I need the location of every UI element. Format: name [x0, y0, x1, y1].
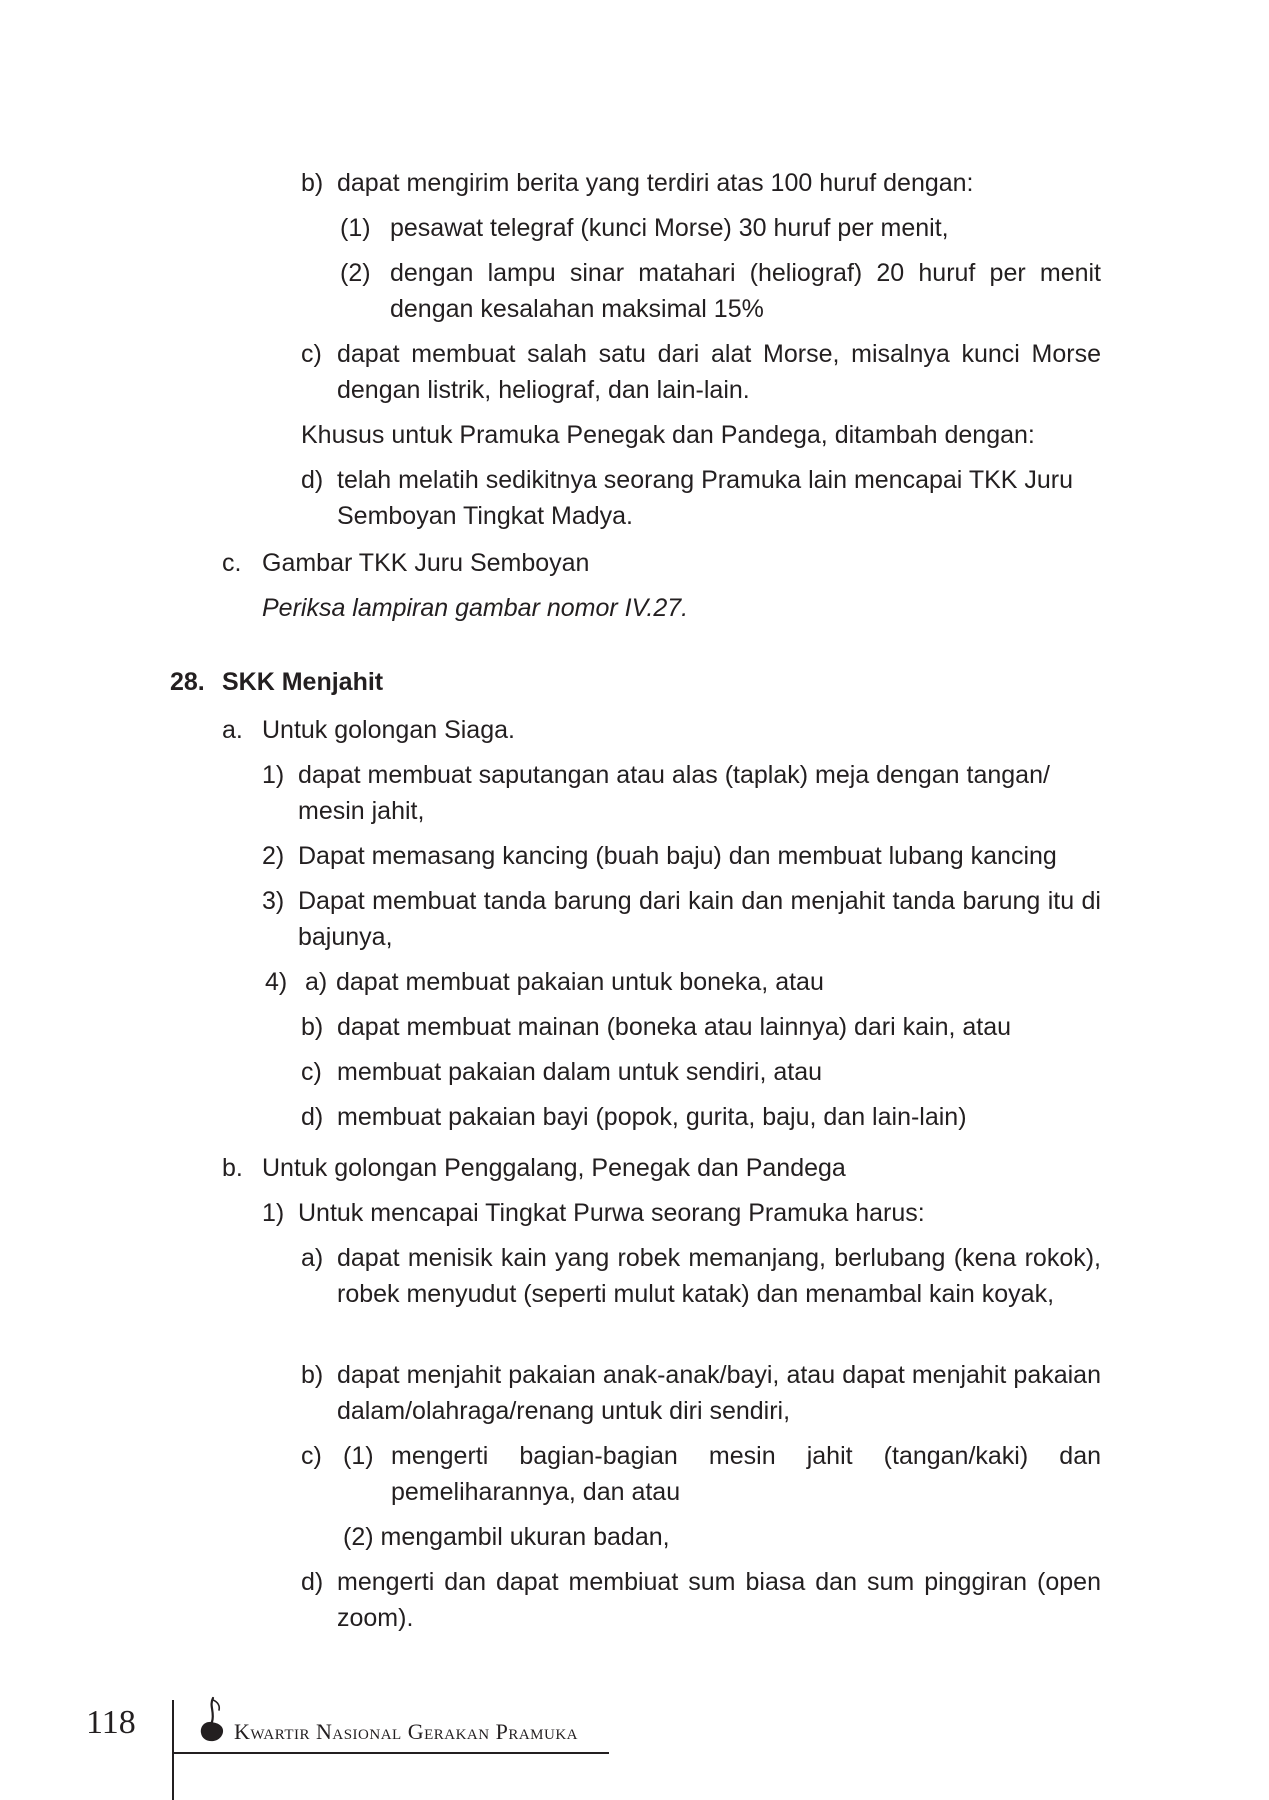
- list-item-d-pakaian-bayi: [301, 1099, 1101, 1135]
- item-marker: d): [301, 1103, 324, 1131]
- item-submarker: (1): [343, 1442, 374, 1470]
- item-text: dapat menisik kain yang robek memanjang, berlubang (kena rokok), robek menyudut (seperti mulut katak) dan menambal kain koyak,: [337, 1244, 1101, 1308]
- item-marker: c): [301, 1442, 322, 1470]
- item-submarker: a): [305, 968, 328, 996]
- list-item-2-kancing: [262, 838, 1101, 874]
- item-text: Untuk mencapai Tingkat Purwa seorang Pramuka harus:: [298, 1199, 925, 1227]
- item-text: dapat membuat pakaian untuk boneka, atau: [336, 968, 824, 996]
- item-marker: (2): [340, 259, 371, 287]
- list-item-d-sum: [301, 1564, 1101, 1636]
- item-text: mengerti dan dapat membiuat sum biasa dan sum pinggiran (open zoom).: [337, 1568, 1101, 1632]
- item-marker: 1): [262, 1199, 285, 1227]
- item-marker: c): [301, 340, 322, 368]
- item-text: dapat mengirim berita yang terdiri atas 100 huruf dengan:: [337, 169, 974, 197]
- list-item-c-gambar: [222, 545, 1101, 581]
- item-text: Dapat membuat tanda barung dari kain dan menjahit tanda barung itu di bajunya,: [298, 887, 1101, 951]
- item-marker: c.: [222, 549, 242, 577]
- item-text: dapat membuat salah satu dari alat Morse, misalnya kunci Morse dengan listrik, heliograf, dan lain-lain.: [337, 340, 1101, 404]
- organization-name: Kwartir Nasional Gerakan Pramuka: [234, 1719, 578, 1744]
- item-marker: 2): [262, 842, 285, 870]
- list-item-c-pakaian-dalam: [301, 1054, 1101, 1090]
- list-item-1-saputangan: [262, 757, 1101, 829]
- item-text: dapat membuat mainan (boneka atau lainnya) dari kain, atau: [337, 1013, 1012, 1041]
- item-marker: b): [301, 169, 324, 197]
- item-marker: c): [301, 1058, 322, 1086]
- item-text: Dapat memasang kancing (buah baju) dan membuat lubang kancing: [298, 842, 1057, 870]
- item-text: mengerti bagian-bagian mesin jahit (tangan/kaki) dan pemeliharannya, dan atau: [391, 1442, 1101, 1506]
- list-item-1-purwa: [262, 1195, 1101, 1231]
- section-heading: [170, 664, 383, 700]
- list-item-2-ukuran: (2) mengambil ukuran badan,: [343, 1523, 670, 1551]
- item-text: dapat membuat saputangan atau alas (taplak) meja dengan tangan/ mesin jahit,: [298, 761, 1050, 825]
- footer-divider-vertical: [172, 1700, 174, 1800]
- list-item-b-menjahit: [301, 1357, 1101, 1429]
- item-text: dengan lampu sinar matahari (heliograf) 20 huruf per menit dengan kesalahan maksimal 15%: [390, 259, 1101, 323]
- section-number: 28.: [170, 668, 205, 696]
- item-marker: 1): [262, 761, 285, 789]
- list-item-b-send: [301, 165, 1101, 201]
- item-text: membuat pakaian dalam untuk sendiri, atau: [337, 1058, 823, 1086]
- list-item-1-telegraph: [340, 210, 1101, 246]
- footer-divider-horizontal: [172, 1752, 609, 1754]
- list-item-d-train: [301, 462, 1101, 534]
- item-marker: b): [301, 1013, 324, 1041]
- item-marker: a.: [222, 716, 243, 744]
- page-number: 118: [86, 1704, 136, 1741]
- item-marker: 4): [265, 968, 288, 996]
- list-item-c-morse-tool: [301, 336, 1101, 408]
- list-item-3-tanda-barung: [262, 883, 1101, 955]
- list-item-b-mainan: [301, 1009, 1101, 1045]
- item-marker: d): [301, 1568, 324, 1596]
- list-item-b-penggalang: [222, 1150, 1101, 1186]
- item-marker: 3): [262, 887, 285, 915]
- list-item-4-a-boneka: [265, 964, 1101, 1000]
- item-text: membuat pakaian bayi (popok, gurita, baju, dan lain-lain): [337, 1103, 967, 1131]
- item-text: Gambar TKK Juru Semboyan: [262, 549, 590, 577]
- reference-note: Periksa lampiran gambar nomor IV.27.: [262, 594, 689, 622]
- list-item-a-siaga: [222, 712, 1101, 748]
- list-item-c-mesin-jahit: [301, 1438, 1101, 1510]
- item-marker: a): [301, 1244, 324, 1272]
- item-marker: b): [301, 1361, 324, 1389]
- item-marker: (1): [340, 214, 371, 242]
- item-text: Untuk golongan Penggalang, Penegak dan Pandega: [262, 1154, 846, 1182]
- list-item-2-heliograph: [340, 255, 1101, 327]
- item-text: telah melatih sedikitnya seorang Pramuka lain mencapai TKK Juru Semboyan Tingkat Madya.: [337, 466, 1074, 530]
- item-text: Untuk golongan Siaga.: [262, 716, 515, 744]
- item-text: dapat menjahit pakaian anak-anak/bayi, atau dapat menjahit pakaian dalam/olahraga/renang untuk diri sendiri,: [337, 1361, 1101, 1425]
- section-title: SKK Menjahit: [222, 668, 384, 696]
- list-item-a-menisik: [301, 1240, 1101, 1312]
- paragraph-khusus: Khusus untuk Pramuka Penegak dan Pandega, ditambah dengan:: [301, 421, 1035, 449]
- tunas-kelapa-icon: [196, 1696, 228, 1744]
- item-marker: b.: [222, 1154, 243, 1182]
- item-text: pesawat telegraf (kunci Morse) 30 huruf per menit,: [390, 214, 949, 242]
- item-marker: d): [301, 466, 324, 494]
